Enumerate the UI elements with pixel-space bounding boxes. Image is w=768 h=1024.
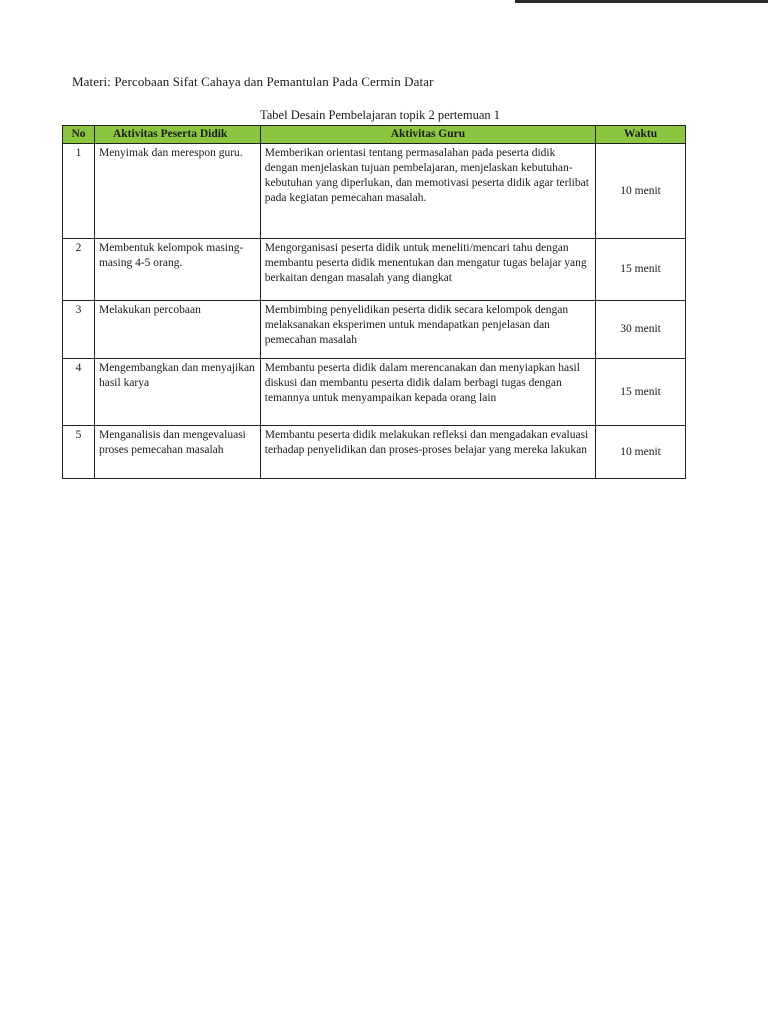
- cell-aktivitas-peserta: Mengembangkan dan menyajikan hasil karya: [94, 359, 260, 426]
- cell-no: 2: [63, 239, 95, 301]
- column-header-aktivitas-peserta-didik: Aktivitas Peserta Didik: [94, 126, 260, 144]
- cell-no: 1: [63, 144, 95, 239]
- table-row: [63, 301, 686, 359]
- cell-aktivitas-guru: Membantu peserta didik dalam merencanakan dan menyiapkan hasil diskusi dan membantu peserta didik dalam berbagi tugas dengan temannya untuk menyampaikan kepada orang lain: [260, 359, 595, 426]
- table-row: [63, 426, 686, 479]
- column-header-waktu: Waktu: [596, 126, 686, 144]
- table-caption: Tabel Desain Pembelajaran topik 2 pertemuan 1: [259, 108, 500, 122]
- cell-aktivitas-peserta: Menyimak dan merespon guru.: [94, 144, 260, 239]
- learning-design-table: [62, 125, 686, 479]
- cell-aktivitas-peserta: Melakukan percobaan: [94, 301, 260, 359]
- cell-aktivitas-guru: Memberikan orientasi tentang permasalahan pada peserta didik dengan menjelaskan tujuan pembelajaran, menjelaskan kebutuhan-kebutuhan yang diperlukan, dan memotivasi peserta didik agar terlibat pada kegiatan pemecahan masalah.: [260, 144, 595, 239]
- cell-aktivitas-guru: Membimbing penyelidikan peserta didik secara kelompok dengan melaksanakan eksperimen untuk mendapatkan penjelasan dan pemecahan masalah: [260, 301, 595, 359]
- table-row: [63, 144, 686, 239]
- cell-waktu: 30 menit: [596, 301, 686, 359]
- table-row: [63, 239, 686, 301]
- table-header-row: [63, 126, 686, 144]
- cell-waktu: 10 menit: [596, 144, 686, 239]
- cell-aktivitas-peserta: Membentuk kelompok masing-masing 4-5 orang.: [94, 239, 260, 301]
- table-row: [63, 359, 686, 426]
- cell-no: 5: [63, 426, 95, 479]
- column-header-aktivitas-guru: Aktivitas Guru: [260, 126, 595, 144]
- cell-aktivitas-guru: Membantu peserta didik melakukan refleksi dan mengadakan evaluasi terhadap penyelidikan dan proses-proses belajar yang mereka lakukan: [260, 426, 595, 479]
- scan-edge: [515, 0, 768, 3]
- materi-heading: Materi: Percobaan Sifat Cahaya dan Pemantulan Pada Cermin Datar: [72, 74, 434, 89]
- cell-waktu: 15 menit: [596, 239, 686, 301]
- cell-no: 3: [63, 301, 95, 359]
- cell-aktivitas-peserta: Menganalisis dan mengevaluasi proses pemecahan masalah: [94, 426, 260, 479]
- cell-waktu: 15 menit: [596, 359, 686, 426]
- column-header-no: No: [63, 126, 95, 144]
- cell-no: 4: [63, 359, 95, 426]
- cell-waktu: 10 menit: [596, 426, 686, 479]
- cell-aktivitas-guru: Mengorganisasi peserta didik untuk meneliti/mencari tahu dengan membantu peserta didik menentukan dan mengatur tugas belajar yang berkaitan dengan masalah yang diangkat: [260, 239, 595, 301]
